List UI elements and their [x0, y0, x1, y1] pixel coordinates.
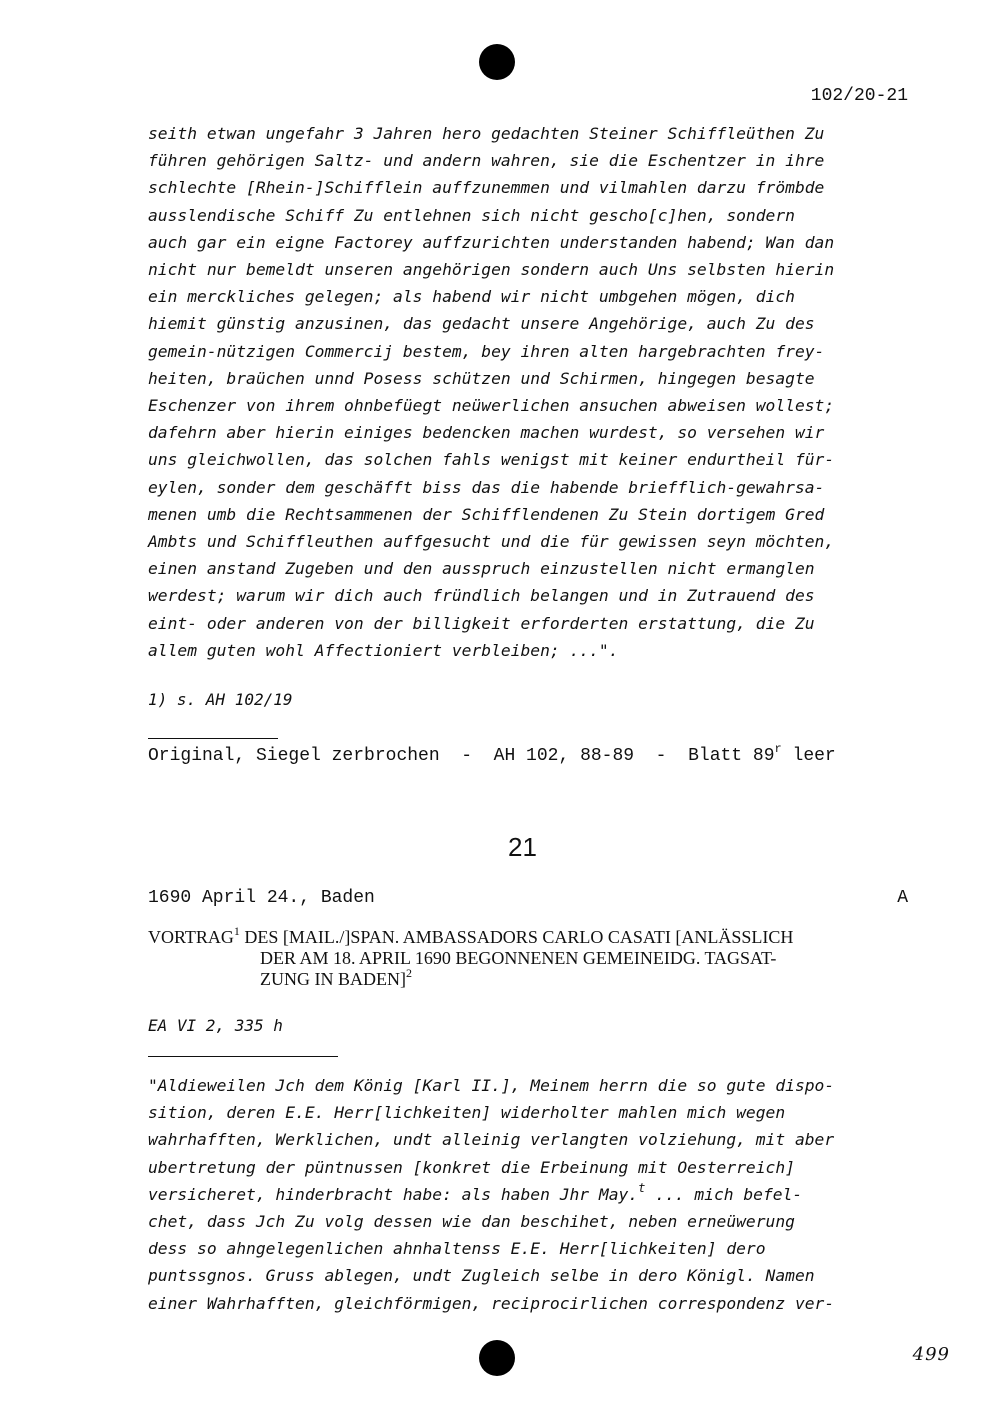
speech-text-a: "Aldieweilen Jch dem König [Karl II.], Meinem herrn die so gute dispo- sition, deren E.E. Herr[lichkeiten] widerholter mahlen mich wegen wahrhafften, Werklichen, undt alleinig verlangten volziehung, mit aber ubertretung der püntnussen [konkret die Erbeinung mit Oesterreich] versicheret, hinderbracht habe: als haben Jhr May.	[148, 1076, 835, 1204]
page-reference: 102/20-21	[810, 86, 908, 106]
footnote: 1) s. AH 102/19	[148, 690, 293, 709]
heading-line2: DER AM 18. APRIL 1690 BEGONNENEN GEMEINEIDG. TAGSAT-	[260, 948, 777, 968]
letter-body-text: seith etwan ungefahr 3 Jahren hero gedachten Steiner Schiffleüthen Zu führen gehörigen Saltz- und andern wahren, sie die Eschentzer in ihre schlechte [Rhein-]Schifflein auffzunemmen und vilmahlen darzu frömbde ausslendische Schiff Zu entlehnen sich nicht gescho[c]hen, sondern auch gar ein eigne Factorey auffzurichten understanden habend; Wan dan nicht nur bemeldt unseren angehörigen sondern auch Uns selbsten hierin ein merckliches gelegen; als habend wir nicht umbgehen mögen, dich hiemit günstig anzusinen, das gedacht unsere Angehörige, auch Zu des gemein-nützigen Commercij bestem, bey ihren alten hargebrachten frey- heiten, braüchen unnd Posess schützen und Schirmen, hingegen besagte Eschenzer von ihrem ohnbefüegt neüwerlichen ansuchen abweisen wollest; dafehrn aber hierin einiges bedencken machen wurdest, so versehen wir uns gleichwollen, das solchen fahls wenigst mit keiner endurtheil für- eylen, sonder dem geschäfft biss das die habende briefflich-gewahrsa- menen umb die Rechtsammenen der Schifflendenen Zu Stein dortigem Gred Ambts und Schiffleuthen auffgesucht und die für gewissen seyn möchten, einen anstand Zugeben und den ausspruch einzustellen nicht ermanglen werdest; warum wir dich auch fründlich belangen und in Zutrauend des eint- oder anderen von der billigkeit erforderten erstattung, die Zu allem guten wohl Affectioniert verbleiben; ...".	[148, 124, 835, 660]
heading-line3: ZUNG IN BADEN]	[260, 969, 406, 989]
document-heading	[148, 924, 928, 990]
document-number: 21	[508, 832, 537, 862]
edition-reference: EA VI 2, 335 h	[148, 1016, 283, 1035]
divider-rule-2	[148, 1056, 338, 1057]
source-tail: leer	[781, 746, 836, 766]
heading-line3-wrap	[148, 966, 412, 990]
speech-text-b: ... mich befel- chet, dass Jch Zu volg dessen wie dan beschihet, neben erneüwerung dess so ahngelegenlichen ahnhaltenss E.E. Herr[lichkeiten] dero puntssgnos. Gruss ablegen, undt Zugleich selbe in dero Königl. Namen einer Wahrhafften, gleichförmigen, reciprocirlichen correspondenz ver-	[148, 1184, 835, 1313]
heading-sup-2: 2	[405, 966, 412, 980]
handwritten-page-number: 499	[912, 1344, 950, 1365]
source-note	[148, 742, 836, 766]
source-superscript: r	[774, 742, 782, 756]
heading-sup-1: 1	[233, 924, 240, 938]
document-type-marker: A	[897, 888, 908, 908]
punch-hole-bottom	[479, 1340, 515, 1376]
heading-line1: DES [MAIL./]SPAN. AMBASSADORS CARLO CASATI [ANLÄSSLICH	[239, 927, 794, 947]
speech-superscript: t	[638, 1180, 646, 1195]
source-text: Original, Siegel zerbrochen - AH 102, 88-89 - Blatt 89	[148, 746, 775, 766]
date-place: 1690 April 24., Baden	[148, 888, 375, 908]
heading-word: VORTRAG	[148, 927, 234, 947]
speech-body-text	[148, 1072, 908, 1317]
punch-hole-top	[479, 44, 515, 80]
divider-rule	[148, 738, 278, 739]
